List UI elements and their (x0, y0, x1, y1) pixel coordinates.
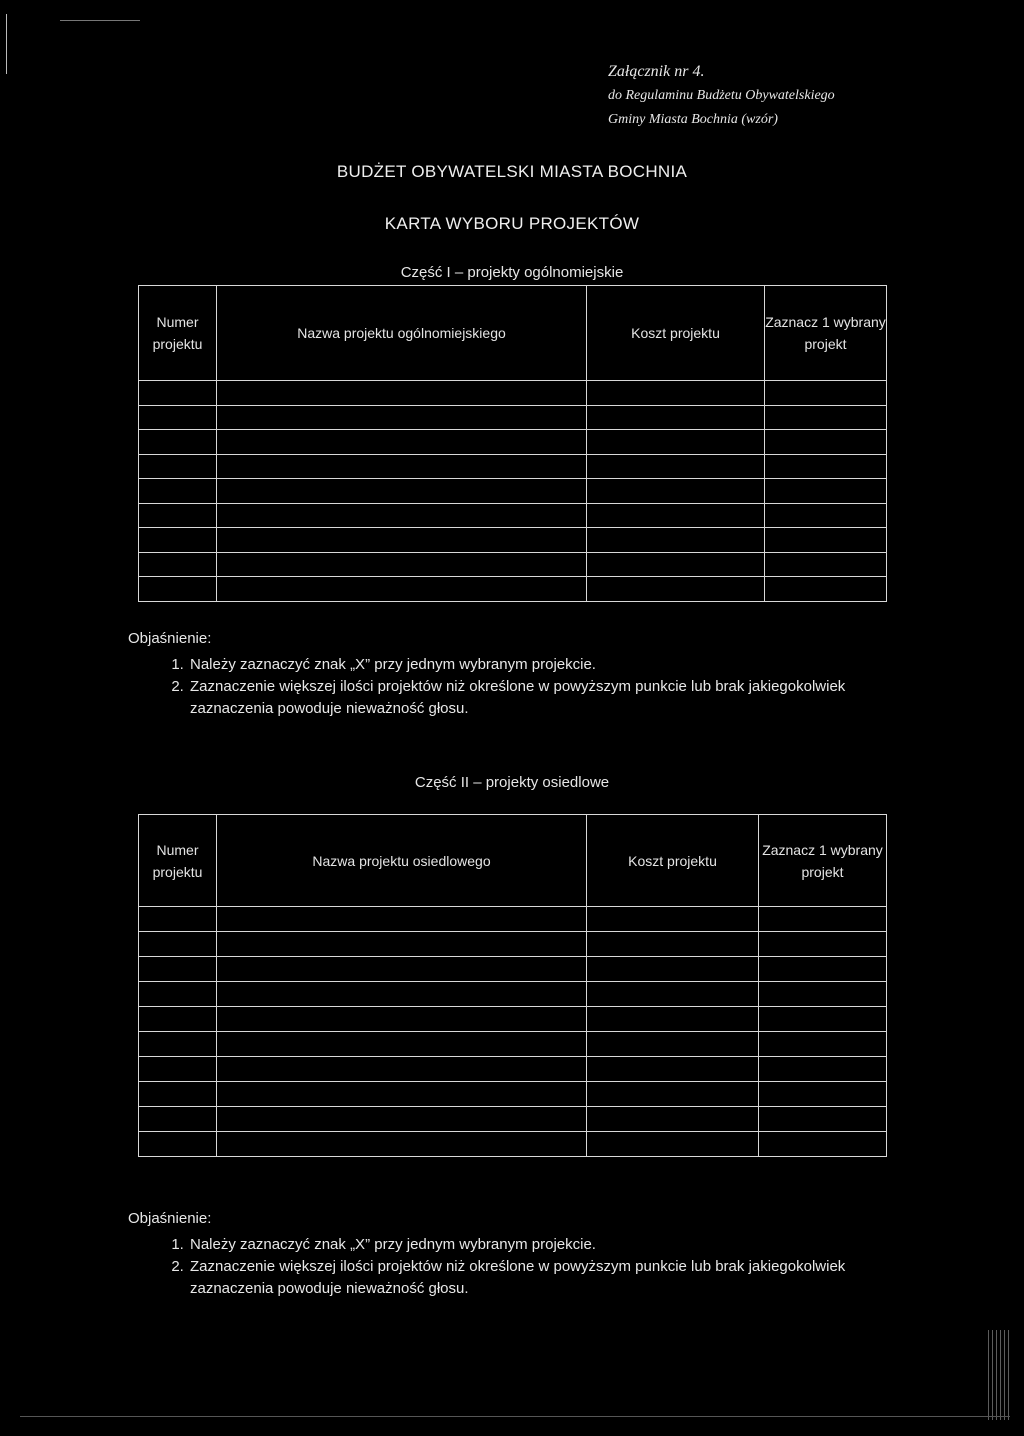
cell-project-name[interactable] (217, 479, 587, 504)
cell-project-number[interactable] (139, 957, 217, 982)
header-project-number: Numer projektu (139, 815, 217, 907)
header-project-name: Nazwa projektu osiedlowego (217, 815, 587, 907)
cell-project-cost[interactable] (587, 479, 765, 504)
explanation-heading: Objaśnienie: (128, 630, 212, 647)
cell-project-cost[interactable] (587, 1007, 759, 1032)
cell-project-cost[interactable] (587, 381, 765, 406)
cell-project-name[interactable] (217, 405, 587, 430)
cell-project-name[interactable] (217, 1007, 587, 1032)
table-row (139, 454, 887, 479)
cell-mark-choice[interactable] (759, 1032, 887, 1057)
cell-project-cost[interactable] (587, 454, 765, 479)
cell-mark-choice[interactable] (765, 430, 887, 455)
table-row (139, 932, 887, 957)
cell-project-number[interactable] (139, 1107, 217, 1132)
cell-mark-choice[interactable] (765, 528, 887, 553)
scan-noise (988, 1330, 1012, 1420)
cell-project-name[interactable] (217, 577, 587, 602)
table-row (139, 479, 887, 504)
cell-mark-choice[interactable] (759, 957, 887, 982)
cell-project-cost[interactable] (587, 430, 765, 455)
cell-project-name[interactable] (217, 528, 587, 553)
cell-mark-choice[interactable] (765, 381, 887, 406)
document-subtitle: KARTA WYBORU PROJEKTÓW (384, 214, 640, 233)
cell-project-name[interactable] (217, 907, 587, 932)
cell-project-name[interactable] (217, 503, 587, 528)
cell-project-number[interactable] (139, 907, 217, 932)
cell-project-cost[interactable] (587, 1032, 759, 1057)
table-row (139, 528, 887, 553)
part2-explanation (128, 1208, 888, 1300)
header-mark-choice: Zaznacz 1 wybrany projekt (759, 815, 887, 907)
cell-project-number[interactable] (139, 982, 217, 1007)
cell-project-name[interactable] (217, 1132, 587, 1157)
annex-note (608, 60, 1008, 132)
cell-project-number[interactable] (139, 1032, 217, 1057)
table-row (139, 503, 887, 528)
cell-project-name[interactable] (217, 1032, 587, 1057)
cell-project-cost[interactable] (587, 982, 759, 1007)
part1-explanation (128, 628, 888, 720)
explanation-item: 1. Należy zaznaczyć znak „X” przy jednym wybranym projekcie. (188, 654, 888, 676)
cell-project-number[interactable] (139, 552, 217, 577)
cell-project-name[interactable] (217, 430, 587, 455)
cell-project-number[interactable] (139, 528, 217, 553)
cell-project-number[interactable] (139, 430, 217, 455)
table-row (139, 1057, 887, 1082)
table-row (139, 1132, 887, 1157)
cell-project-number[interactable] (139, 932, 217, 957)
table-row (139, 982, 887, 1007)
cell-mark-choice[interactable] (759, 1057, 887, 1082)
scan-edge-mark (6, 14, 7, 74)
table-row (139, 1032, 887, 1057)
cell-project-cost[interactable] (587, 577, 765, 602)
explanation-item: 2. Zaznaczenie większej ilości projektów niż określone w powyższym punkcie lub brak jakiegokolwiek zaznaczenia powoduje nieważność głosu. (188, 1256, 888, 1300)
table-row (139, 577, 887, 602)
cell-mark-choice[interactable] (759, 982, 887, 1007)
header-project-cost: Koszt projektu (587, 286, 765, 381)
cell-project-number[interactable] (139, 479, 217, 504)
header-mark-choice: Zaznacz 1 wybrany projekt (765, 286, 887, 381)
cell-project-name[interactable] (217, 982, 587, 1007)
cell-mark-choice[interactable] (765, 454, 887, 479)
cell-mark-choice[interactable] (765, 552, 887, 577)
cell-mark-choice[interactable] (759, 1082, 887, 1107)
table-row (139, 430, 887, 455)
table-row (139, 907, 887, 932)
scan-edge-mark (60, 20, 140, 21)
table-row (139, 381, 887, 406)
table-row (139, 405, 887, 430)
cell-mark-choice[interactable] (759, 1107, 887, 1132)
explanation-heading: Objaśnienie: (128, 1210, 212, 1227)
explanation-item: 2. Zaznaczenie większej ilości projektów niż określone w powyższym punkcie lub brak jakiegokolwiek zaznaczenia powoduje nieważność głosu. (188, 676, 888, 720)
part2-selection-table (138, 814, 887, 1157)
cell-project-number[interactable] (139, 1082, 217, 1107)
cell-project-cost[interactable] (587, 528, 765, 553)
cell-project-number[interactable] (139, 381, 217, 406)
part1-title: Część I – projekty ogólnomiejskie (400, 264, 624, 281)
cell-project-number[interactable] (139, 1132, 217, 1157)
annex-municipality: Gminy Miasta Bochnia (wzór) (608, 112, 778, 127)
cell-project-cost[interactable] (587, 405, 765, 430)
cell-project-number[interactable] (139, 1007, 217, 1032)
cell-mark-choice[interactable] (759, 1132, 887, 1157)
header-project-name: Nazwa projektu ogólnomiejskiego (217, 286, 587, 381)
cell-project-number[interactable] (139, 405, 217, 430)
header-project-cost: Koszt projektu (587, 815, 759, 907)
document-title: BUDŻET OBYWATELSKI MIASTA BOCHNIA (336, 162, 688, 181)
annex-number: Załącznik nr 4. (608, 63, 705, 80)
part2-title: Część II – projekty osiedlowe (414, 774, 610, 791)
cell-project-name[interactable] (217, 552, 587, 577)
cell-mark-choice[interactable] (759, 1007, 887, 1032)
cell-project-name[interactable] (217, 454, 587, 479)
cell-mark-choice[interactable] (765, 577, 887, 602)
cell-project-name[interactable] (217, 957, 587, 982)
cell-project-number[interactable] (139, 503, 217, 528)
table-row (139, 1107, 887, 1132)
table-row (139, 552, 887, 577)
scan-edge-mark (20, 1416, 1010, 1417)
cell-project-cost[interactable] (587, 907, 759, 932)
cell-project-number[interactable] (139, 1057, 217, 1082)
cell-mark-choice[interactable] (765, 479, 887, 504)
cell-mark-choice[interactable] (759, 907, 887, 932)
table-row (139, 1007, 887, 1032)
cell-project-number[interactable] (139, 454, 217, 479)
cell-project-name[interactable] (217, 1057, 587, 1082)
cell-mark-choice[interactable] (765, 503, 887, 528)
cell-project-name[interactable] (217, 381, 587, 406)
cell-project-name[interactable] (217, 1107, 587, 1132)
cell-project-number[interactable] (139, 577, 217, 602)
cell-project-cost[interactable] (587, 932, 759, 957)
cell-project-cost[interactable] (587, 1082, 759, 1107)
cell-project-cost[interactable] (587, 1107, 759, 1132)
explanation-item: 1. Należy zaznaczyć znak „X” przy jednym wybranym projekcie. (188, 1234, 888, 1256)
cell-project-name[interactable] (217, 1082, 587, 1107)
cell-mark-choice[interactable] (765, 405, 887, 430)
cell-project-cost[interactable] (587, 552, 765, 577)
cell-project-cost[interactable] (587, 1132, 759, 1157)
cell-project-cost[interactable] (587, 957, 759, 982)
cell-project-cost[interactable] (587, 1057, 759, 1082)
table-row (139, 1082, 887, 1107)
table-header-row (139, 815, 887, 907)
header-project-number: Numer projektu (139, 286, 217, 381)
annex-regulation: do Regulaminu Budżetu Obywatelskiego (608, 88, 835, 103)
cell-project-cost[interactable] (587, 503, 765, 528)
cell-project-name[interactable] (217, 932, 587, 957)
table-row (139, 957, 887, 982)
cell-mark-choice[interactable] (759, 932, 887, 957)
table-header-row (139, 286, 887, 381)
part1-selection-table (138, 285, 887, 602)
